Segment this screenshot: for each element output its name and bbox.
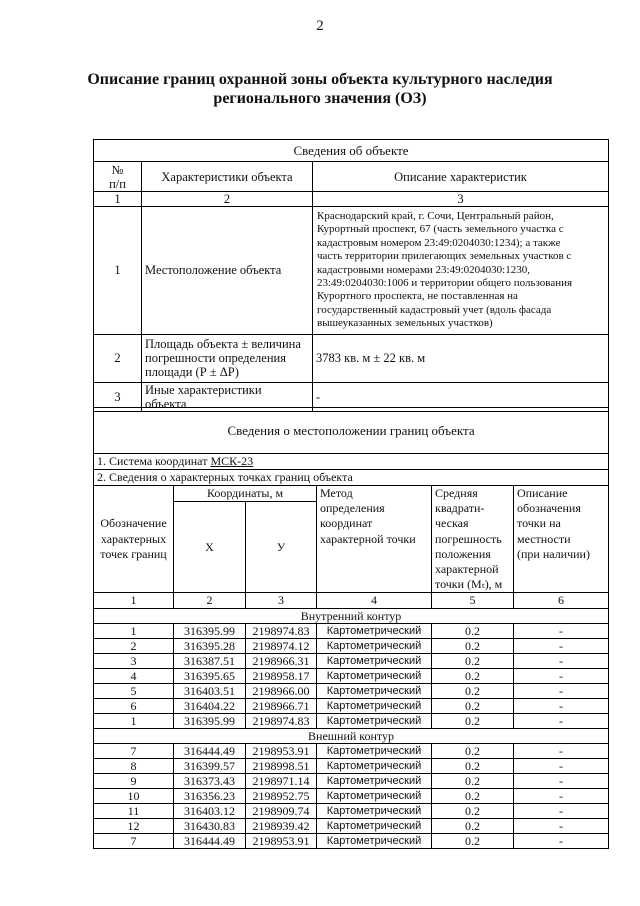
- header-line: точек границ: [100, 546, 167, 561]
- table-row: [94, 714, 609, 729]
- char-line: объекта: [145, 396, 187, 411]
- point-y: 2198974.12: [246, 639, 317, 654]
- point-y: 2198974.83: [246, 714, 317, 729]
- header-line: характерной точки: [320, 531, 416, 546]
- point-id: 9: [94, 774, 174, 789]
- col-header-coordinates: Координаты, м: [174, 486, 317, 502]
- point-note: -: [514, 654, 609, 669]
- header-line: обозначения: [517, 501, 581, 516]
- point-error: 0.2: [432, 699, 514, 714]
- contour-heading-row: [94, 609, 609, 624]
- col-header-num-line: п/п: [109, 176, 126, 191]
- other-characteristics-value: -: [313, 382, 609, 411]
- point-note: -: [514, 819, 609, 834]
- row-characteristic: [142, 334, 313, 382]
- point-note: -: [514, 714, 609, 729]
- point-y: 2198966.31: [246, 654, 317, 669]
- point-x: 316356.23: [174, 789, 246, 804]
- point-method: Картометрический: [317, 654, 432, 669]
- header-line: определения: [320, 501, 385, 516]
- point-y: 2198939.42: [246, 819, 317, 834]
- col-header-note: [514, 486, 609, 593]
- col-header-description: Описание характеристик: [313, 162, 609, 192]
- location-description: [313, 207, 609, 335]
- row-number: 1: [94, 207, 142, 335]
- title-line-2: регионального значения (ОЗ): [213, 90, 427, 107]
- header-line: характерной: [435, 562, 499, 577]
- point-method: Картометрический: [317, 834, 432, 849]
- point-method: Картометрический: [317, 624, 432, 639]
- header-line: положения: [435, 546, 491, 561]
- point-error: 0.2: [432, 714, 514, 729]
- page-number: 2: [316, 18, 324, 34]
- point-id: 3: [94, 654, 174, 669]
- point-error: 0.2: [432, 744, 514, 759]
- object-section-heading: Сведения об объекте: [94, 140, 609, 162]
- point-method: Картометрический: [317, 669, 432, 684]
- col-header-x: X: [174, 502, 246, 593]
- table-row: [94, 834, 609, 849]
- col-header-method: [317, 486, 432, 593]
- table-row: [94, 804, 609, 819]
- point-error: 0.2: [432, 834, 514, 849]
- point-method: Картометрический: [317, 714, 432, 729]
- point-x: 316373.43: [174, 774, 246, 789]
- table-row: [94, 759, 609, 774]
- point-x: 316395.28: [174, 639, 246, 654]
- desc-line: Краснодарский край, г. Сочи, Центральный район,: [317, 210, 554, 222]
- point-note: -: [514, 624, 609, 639]
- header-line: Метод: [320, 486, 353, 500]
- table-row: [94, 699, 609, 714]
- header-line: погрешность: [435, 531, 502, 546]
- point-note: -: [514, 744, 609, 759]
- header-line: квадрати-: [435, 501, 485, 516]
- header-line: (при наличии): [517, 546, 590, 561]
- col-index: 3: [246, 593, 317, 609]
- point-y: 2198952.75: [246, 789, 317, 804]
- col-header-num-line: №: [111, 162, 124, 177]
- contour-heading-row: [94, 729, 609, 744]
- coordinate-system: [94, 454, 609, 470]
- object-info-table: [93, 139, 609, 412]
- area-value: 3783 кв. м ± 22 кв. м: [313, 334, 609, 382]
- header-line: Описание: [517, 486, 568, 500]
- col-index: 3: [313, 192, 609, 207]
- point-error: 0.2: [432, 669, 514, 684]
- point-error: 0.2: [432, 639, 514, 654]
- points-label: 2. Сведения о характерных точках границ объекта: [94, 470, 609, 486]
- point-error: 0.2: [432, 684, 514, 699]
- points-body: [94, 609, 609, 849]
- point-id: 10: [94, 789, 174, 804]
- table-row: [94, 819, 609, 834]
- table-row: [94, 639, 609, 654]
- header-line: точки на: [517, 516, 561, 531]
- row-number: 2: [94, 334, 142, 382]
- point-x: 316404.22: [174, 699, 246, 714]
- table-row: [94, 774, 609, 789]
- point-x: 316444.49: [174, 744, 246, 759]
- boundary-points-table: [93, 407, 609, 849]
- col-index: 1: [94, 192, 142, 207]
- point-y: 2198998.51: [246, 759, 317, 774]
- point-method: Картометрический: [317, 789, 432, 804]
- point-y: 2198966.71: [246, 699, 317, 714]
- point-method: Картометрический: [317, 684, 432, 699]
- header-line: точки (Mₜ), м: [435, 577, 503, 592]
- point-x: 316395.99: [174, 624, 246, 639]
- table-row: [94, 789, 609, 804]
- col-header-y: У: [246, 502, 317, 593]
- table-row: [94, 669, 609, 684]
- col-header-error: [432, 486, 514, 593]
- point-x: 316387.51: [174, 654, 246, 669]
- char-line: погрешности определения: [145, 351, 286, 366]
- point-note: -: [514, 789, 609, 804]
- contour-heading: Внутренний контур: [94, 609, 609, 624]
- desc-line: Курортный проспект, 67 (часть земельного участка с: [317, 223, 564, 236]
- document-title: [60, 70, 580, 108]
- point-id: 11: [94, 804, 174, 819]
- point-x: 316403.51: [174, 684, 246, 699]
- point-note: -: [514, 669, 609, 684]
- col-index: 4: [317, 593, 432, 609]
- col-index: 1: [94, 593, 174, 609]
- desc-line: 23:49:0204030:1006 и территории общего пользования: [317, 277, 573, 290]
- col-index: 2: [174, 593, 246, 609]
- point-note: -: [514, 639, 609, 654]
- point-error: 0.2: [432, 759, 514, 774]
- point-error: 0.2: [432, 789, 514, 804]
- table-row: [94, 624, 609, 639]
- point-id: 6: [94, 699, 174, 714]
- char-line: Иные характеристики: [145, 382, 262, 397]
- point-error: 0.2: [432, 774, 514, 789]
- point-x: 316430.83: [174, 819, 246, 834]
- point-method: Картометрический: [317, 699, 432, 714]
- desc-line: Курортного проспекта, не поставленная на: [317, 290, 518, 303]
- point-x: 316399.57: [174, 759, 246, 774]
- col-header-designation: [94, 486, 174, 593]
- point-error: 0.2: [432, 819, 514, 834]
- desc-line: кадастровыми номерами 23:49:0204030:1230,: [317, 263, 530, 276]
- point-error: 0.2: [432, 804, 514, 819]
- point-note: -: [514, 774, 609, 789]
- row-number: 3: [94, 382, 142, 411]
- header-line: Средняя: [435, 486, 478, 500]
- point-id: 7: [94, 834, 174, 849]
- point-x: 316395.65: [174, 669, 246, 684]
- header-line: характерных: [100, 531, 167, 546]
- contour-heading: Внешний контур: [94, 729, 609, 744]
- point-x: 316395.99: [174, 714, 246, 729]
- desc-line: государственный кадастровый учет (вдоль фасада: [317, 303, 552, 316]
- char-line: Площадь объекта ± величина: [145, 337, 301, 352]
- point-id: 8: [94, 759, 174, 774]
- header-line: координат: [320, 516, 373, 531]
- point-method: Картометрический: [317, 759, 432, 774]
- point-id: 12: [94, 819, 174, 834]
- table-row: [94, 744, 609, 759]
- col-index: 5: [432, 593, 514, 609]
- point-y: 2198958.17: [246, 669, 317, 684]
- point-method: Картометрический: [317, 819, 432, 834]
- header-line: ческая: [435, 516, 469, 531]
- point-id: 1: [94, 624, 174, 639]
- point-id: 5: [94, 684, 174, 699]
- desc-line: кадастровым номером 23:49:0204030:1234); а также: [317, 236, 561, 249]
- location-section-heading: Сведения о местоположении границ объекта: [94, 408, 609, 454]
- point-x: 316403.12: [174, 804, 246, 819]
- point-y: 2198974.83: [246, 624, 317, 639]
- point-y: 2198971.14: [246, 774, 317, 789]
- point-note: -: [514, 804, 609, 819]
- point-id: 2: [94, 639, 174, 654]
- col-index: 2: [142, 192, 313, 207]
- point-note: -: [514, 684, 609, 699]
- point-id: 7: [94, 744, 174, 759]
- table-row: [94, 684, 609, 699]
- point-error: 0.2: [432, 654, 514, 669]
- point-method: Картометрический: [317, 804, 432, 819]
- point-note: -: [514, 699, 609, 714]
- desc-line: часть территории прилегающих земельных участков с: [317, 250, 572, 263]
- point-note: -: [514, 834, 609, 849]
- point-y: 2198909.74: [246, 804, 317, 819]
- point-y: 2198966.00: [246, 684, 317, 699]
- coord-system-label: 1. Система координат: [97, 454, 211, 468]
- col-header-num: [94, 162, 142, 192]
- coord-system-value: МСК-23: [210, 454, 254, 468]
- point-x: 316444.49: [174, 834, 246, 849]
- char-line: площади (Р ± ΔР): [145, 365, 239, 380]
- point-note: -: [514, 759, 609, 774]
- point-id: 4: [94, 669, 174, 684]
- point-method: Картометрический: [317, 744, 432, 759]
- col-header-characteristics: Характеристики объекта: [142, 162, 313, 192]
- header-line: местности: [517, 531, 571, 546]
- point-y: 2198953.91: [246, 744, 317, 759]
- point-y: 2198953.91: [246, 834, 317, 849]
- point-method: Картометрический: [317, 639, 432, 654]
- point-id: 1: [94, 714, 174, 729]
- col-index: 6: [514, 593, 609, 609]
- table-row: [94, 654, 609, 669]
- point-error: 0.2: [432, 624, 514, 639]
- row-characteristic: Местоположение объекта: [142, 207, 313, 335]
- desc-line: вышеуказанных земельных участков): [317, 317, 493, 330]
- title-line-1: Описание границ охранной зоны объекта культурного наследия: [87, 71, 553, 88]
- header-line: Обозначение: [100, 516, 167, 531]
- point-method: Картометрический: [317, 774, 432, 789]
